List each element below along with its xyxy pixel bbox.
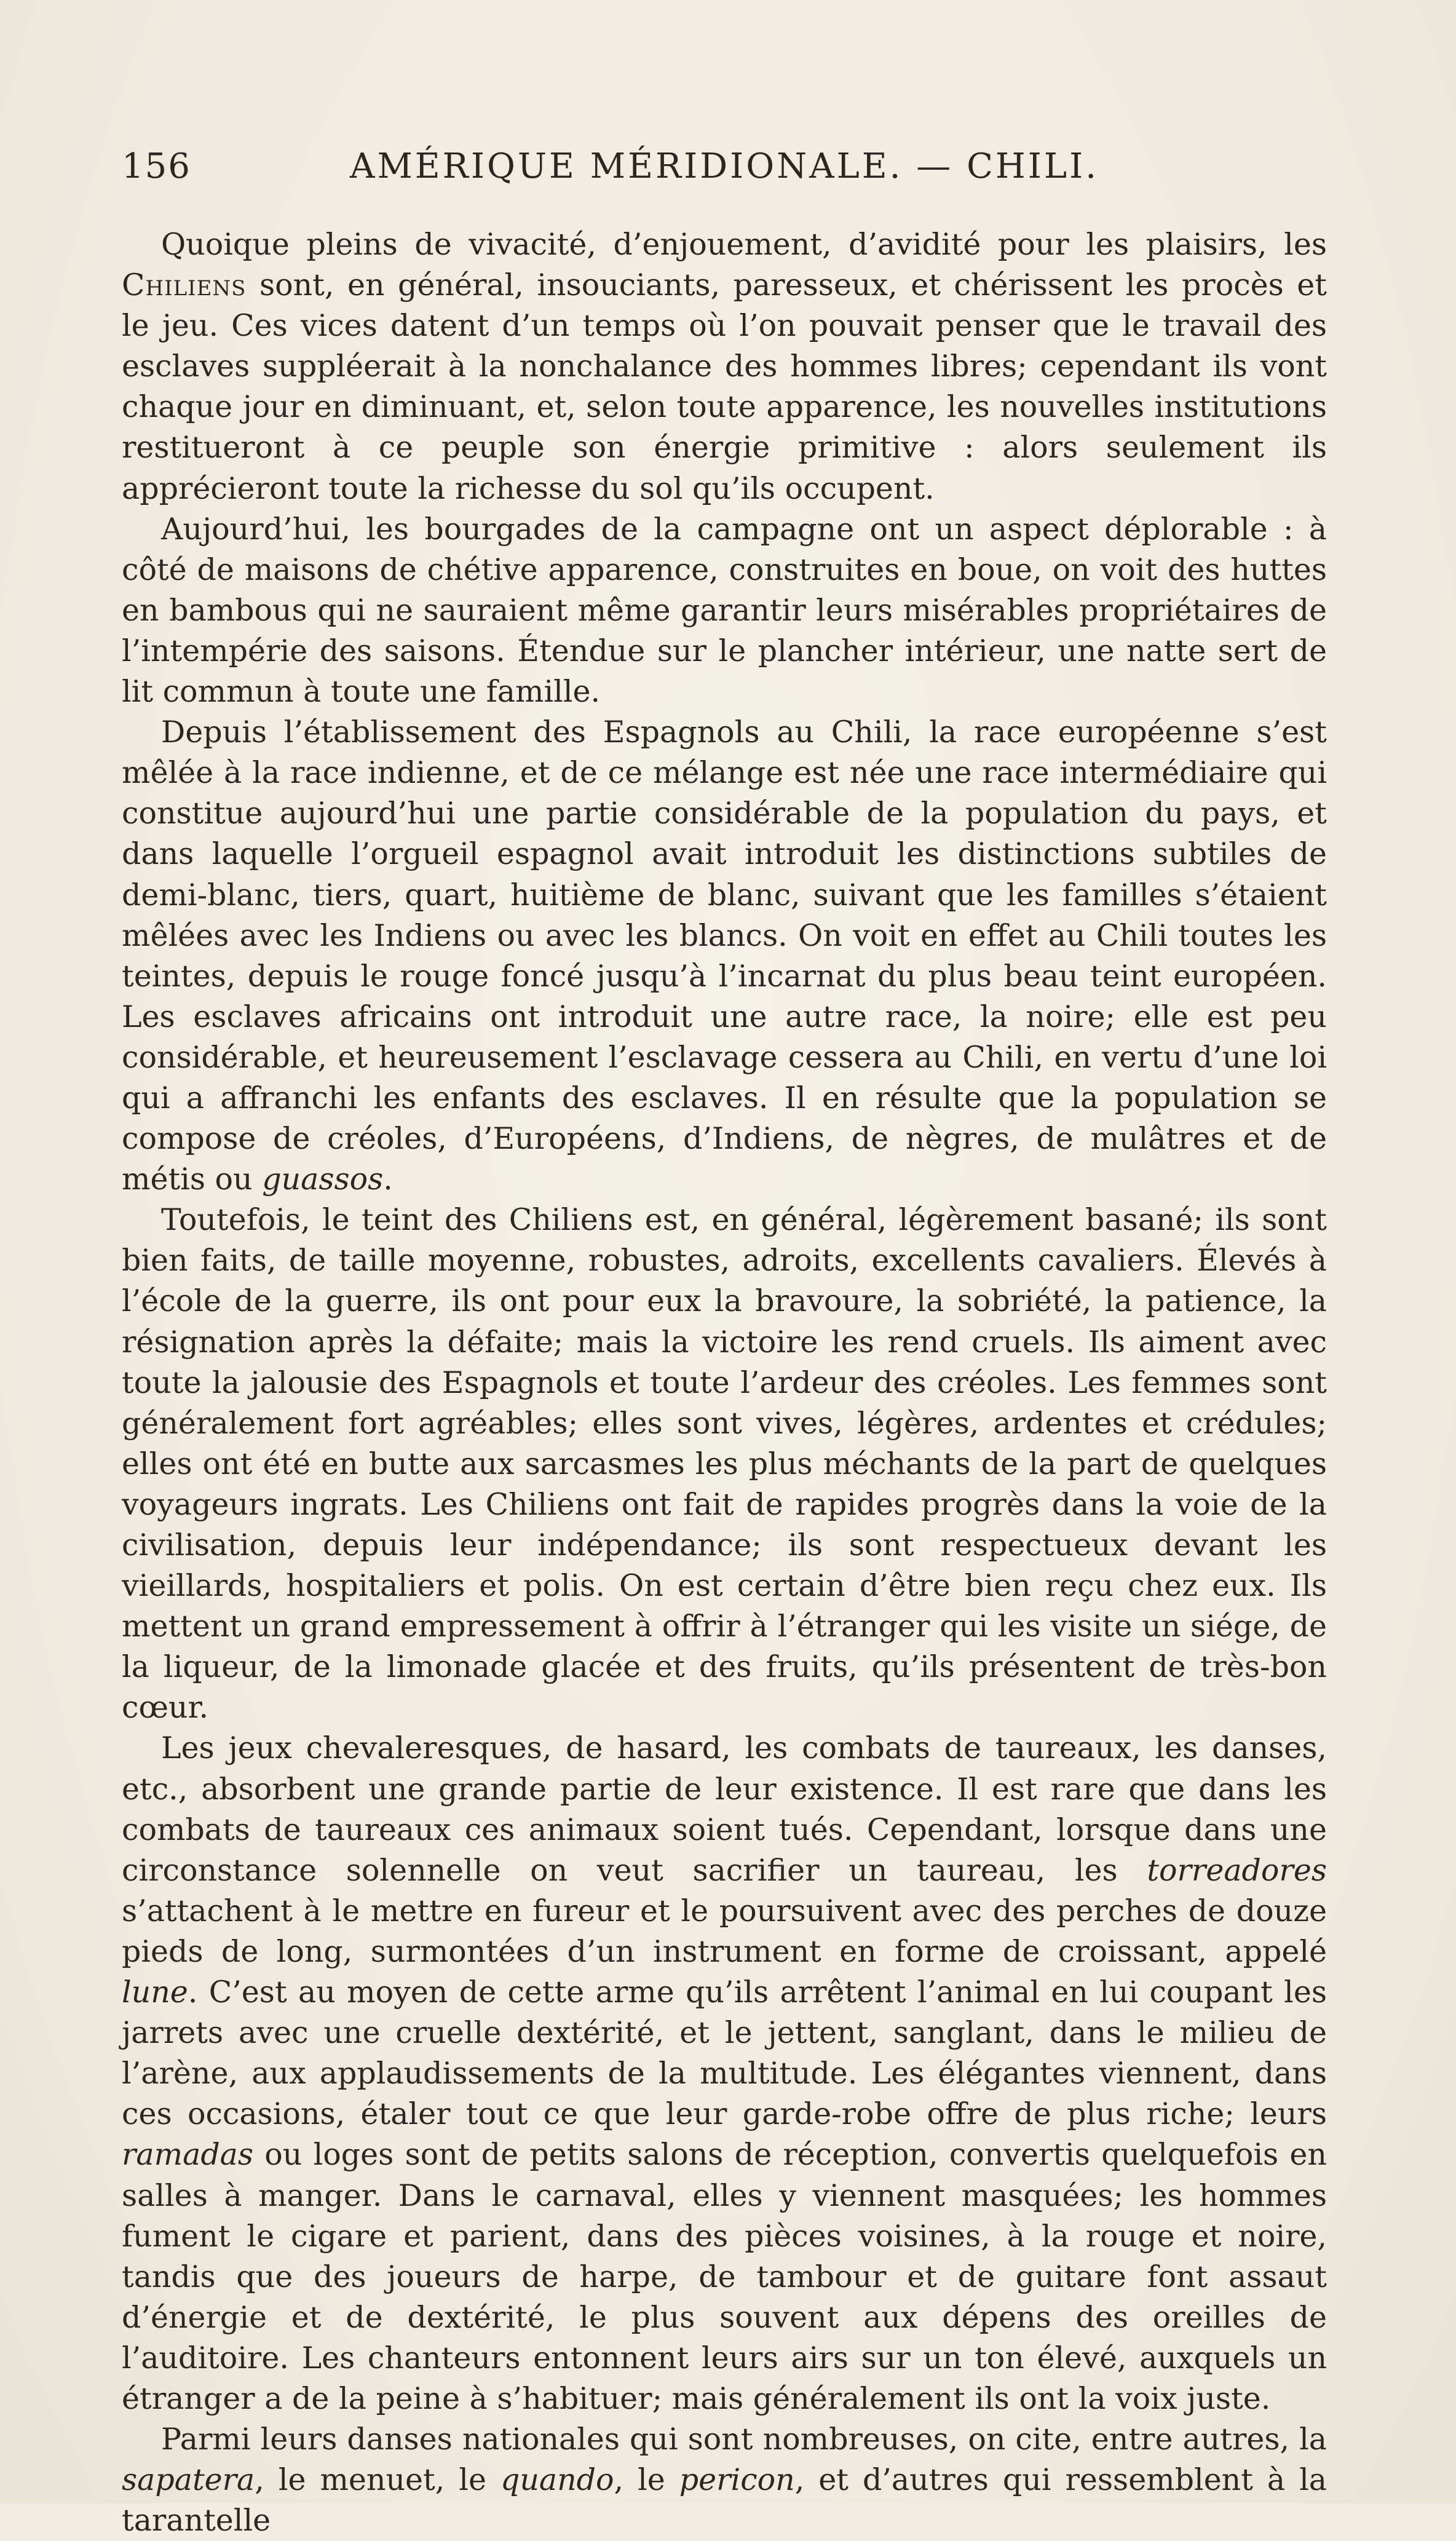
italic-term: pericon (679, 2462, 795, 2498)
page-number: 156 (122, 146, 191, 186)
italic-term: sapatera (122, 2462, 255, 2498)
paragraph-3: Depuis l’établissement des Espagnols au Chili, la race européenne s’est mêlée à la race indienne, et de ce mélange est née une race intermédiaire qui constitue aujourd’hui une partie considérable de la population du pays, et dans laquelle l’orgueil espagnol avait introduit les distinctions subtiles de demi-blanc, tiers, quart, huitième de blanc, suivant que les familles s’étaient mêlées avec les Indiens ou avec les blancs. On voit en effet au Chili toutes les teintes, depuis le rouge foncé jusqu’à l’incarnat du plus beau teint européen. Les esclaves africains ont introduit une autre race, la noire; elle est peu considérable, et heureusement l’esclavage cessera au Chili, en vertu d’une loi qui a affranchi les enfants des esclaves. Il en résulte que la population se compose de créoles, d’Européens, d’Indiens, de nègres, de mulâtres et de métis ou guassos. (122, 715, 1327, 1197)
paragraph-4: Toutefois, le teint des Chiliens est, en général, légèrement basané; ils sont bien faits, de taille moyenne, robustes, adroits, excellents cavaliers. Élevés à l’école de la guerre, ils ont pour eux la bravoure, la sobriété, la patience, la résignation après la défaite; mais la victoire les rend cruels. Ils aiment avec toute la jalousie des Espagnols et toute l’ardeur des créoles. Les femmes sont généralement fort agréables; elles sont vives, légères, ardentes et crédules; elles ont été en butte aux sarcasmes les plus méchants de la part de quelques voyageurs ingrats. Les Chiliens ont fait de rapides progrès dans la voie de la civilisation, depuis leur indépendance; ils sont respectueux devant les vieillards, hospitaliers et polis. On est certain d’être bien reçu chez eux. Ils mettent un grand empressement à offrir à l’étranger qui les visite un siége, de la liqueur, de la limonade glacée et des fruits, qu’ils présentent de très-bon cœur. (122, 1202, 1327, 1726)
small-caps-term: Chiliens (122, 268, 247, 303)
body-text (122, 224, 1327, 2541)
paragraph-6: Parmi leurs danses nationales qui sont nombreuses, on cite, entre autres, la sapatera, le menuet, le quando, le pericon, et d’autres qui ressemblent à la tarantelle (122, 2422, 1327, 2539)
italic-term: torreadores (1147, 1852, 1327, 1888)
running-title: AMÉRIQUE MÉRIDIONALE. — CHILI. (350, 146, 1099, 186)
italic-term: ramadas (122, 2137, 254, 2173)
page-header (122, 146, 1327, 196)
italic-term: quando (500, 2462, 614, 2498)
paragraph-2: Aujourd’hui, les bourgades de la campagne ont un aspect déplorable : à côté de maisons de chétive apparence, construites en boue, on voit des huttes en bambous qui ne sauraient même garantir leurs misérables propriétaires de l’intempérie des saisons. Étendue sur le plancher intérieur, une natte sert de lit commun à toute une famille. (122, 511, 1327, 710)
paragraph-1: Quoique pleins de vivacité, d’enjouement, d’avidité pour les plaisirs, les Chiliens sont, en général, insouciants, paresseux, et chérissent les procès et le jeu. Ces vices datent d’un temps où l’on pouvait penser que le travail des esclaves suppléerait à la nonchalance des hommes libres; cependant ils vont chaque jour en diminuant, et, selon toute apparence, les nouvelles institutions restitueront à ce peuple son énergie primitive : alors seulement ils apprécieront toute la richesse du sol qu’ils occupent. (122, 227, 1327, 506)
italic-term: guassos (262, 1162, 384, 1197)
italic-term: lune (122, 1975, 188, 2010)
paragraph-5: Les jeux chevaleresques, de hasard, les combats de taureaux, les danses, etc., absorbent une grande partie de leur existence. Il est rare que dans les combats de taureaux ces animaux soient tués. Cependant, lorsque dans une circonstance solennelle on veut sacrifier un taureau, les torreadores s’attachent à le mettre en fureur et le poursuivent avec des perches de douze pieds de long, surmontées d’un instrument en forme de croissant, appelé lune. C’est au moyen de cette arme qu’ils arrêtent l’animal en lui coupant les jarrets avec une cruelle dextérité, et le jettent, sanglant, dans le milieu de l’arène, aux applaudissements de la multitude. Les élégantes viennent, dans ces occasions, étaler tout ce que leur garde-robe offre de plus riche; leurs ramadas ou loges sont de petits salons de réception, convertis quelquefois en salles à manger. Dans le carnaval, elles y viennent masquées; les hommes fument le cigare et parient, dans des pièces voisines, à la rouge et noire, tandis que des joueurs de harpe, de tambour et de guitare font assaut d’énergie et de dextérité, le plus souvent aux dépens des oreilles de l’auditoire. Les chanteurs entonnent leurs airs sur un ton élevé, auxquels un étranger a de la peine à s’habituer; mais généralement ils ont la voix juste. (122, 1730, 1327, 2416)
